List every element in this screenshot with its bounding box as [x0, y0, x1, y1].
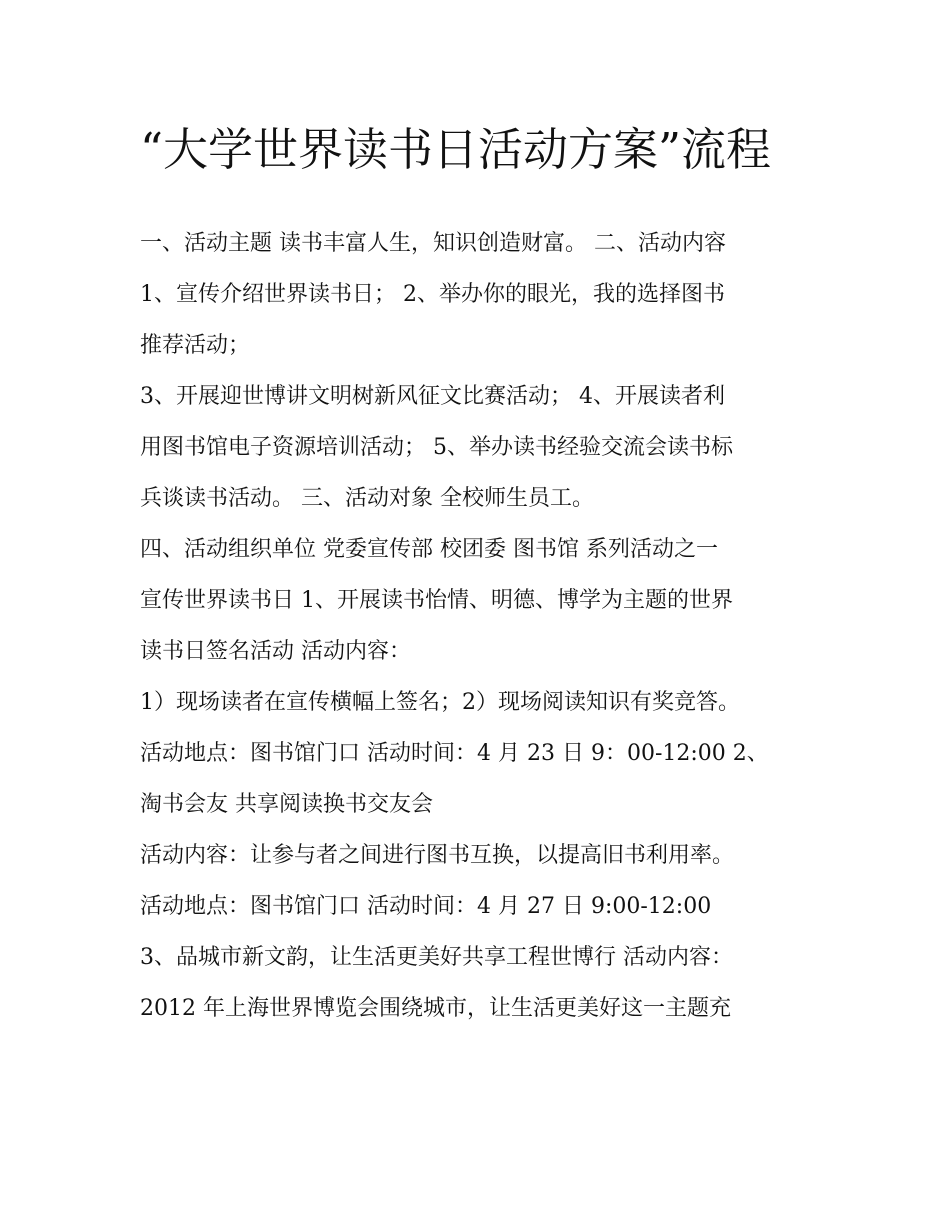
body-line: 读书日签名活动 活动内容： [140, 639, 411, 664]
body-line: 活动地点：图书馆门口 活动时间：4 月 23 日 9：00-12:00 2、 [140, 741, 769, 766]
body-line: 1、宣传介绍世界读书日； 2、举办你的眼光，我的选择图书 [140, 282, 725, 307]
body-line: 1）现场读者在宣传横幅上签名；2）现场阅读知识有奖竞答。 [140, 690, 740, 715]
body-line: 3、开展迎世博讲文明树新风征文比赛活动； 4、开展读者利 [140, 384, 725, 409]
document-content [140, 112, 820, 1034]
body-line: 推荐活动； [140, 333, 251, 358]
body-line: 宣传世界读书日 1、开展读书怡情、明德、博学为主题的世界 [140, 588, 733, 613]
body-line: 2012 年上海世界博览会围绕城市，让生活更美好这一主题充 [140, 996, 731, 1021]
body-line: 活动内容：让参与者之间进行图书互换，以提高旧书利用率。 [140, 843, 735, 868]
body-line: 淘书会友 共享阅读换书交友会 [140, 792, 433, 817]
body-line: 四、活动组织单位 党委宣传部 校团委 图书馆 系列活动之一 [140, 537, 718, 562]
body-line: 兵谈读书活动。 三、活动对象 全校师生员工。 [140, 486, 594, 511]
body-line: 用图书馆电子资源培训活动； 5、举办读书经验交流会读书标 [140, 435, 733, 460]
document-title: “大学世界读书日活动方案”流程 [140, 123, 772, 176]
document-body [140, 218, 820, 1034]
body-line: 一、活动主题 读书丰富人生，知识创造财富。 二、活动内容 [140, 231, 726, 256]
body-line: 活动地点：图书馆门口 活动时间：4 月 27 日 9:00-12:00 [140, 894, 712, 919]
body-line: 3、品城市新文韵，让生活更美好共享工程世博行 活动内容： [140, 945, 733, 970]
